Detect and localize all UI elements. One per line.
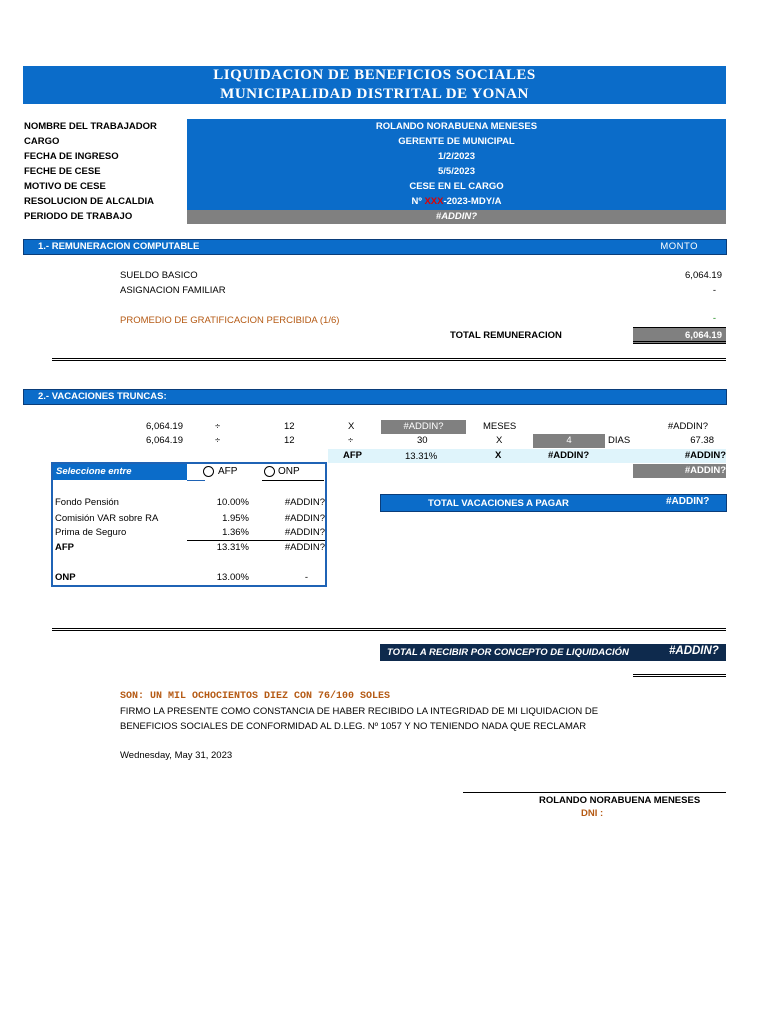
total-vacaciones-value: #ADDIN?: [666, 496, 710, 507]
calc-r1-result: #ADDIN?: [667, 421, 708, 432]
info-label-motivo: MOTIVO DE CESE: [24, 181, 106, 192]
signature-dni: DNI :: [581, 808, 604, 819]
total-remuneracion-label: TOTAL REMUNERACION: [450, 330, 562, 341]
pension-comision-val: #ADDIN?: [284, 513, 325, 524]
section1-col-monto: MONTO: [660, 241, 698, 252]
calc-r1-op2: X: [348, 421, 355, 432]
select-afp-line: [187, 480, 205, 481]
pension-onp-val: -: [304, 572, 308, 583]
title-line-2: MUNICIPALIDAD DISTRITAL DE YONAN: [220, 86, 529, 102]
section1-header: [23, 239, 727, 255]
resolucion-number: XXX: [424, 196, 444, 207]
total-liquidacion-label: TOTAL A RECIBIR POR CONCEPTO DE LIQUIDACIÓN: [387, 647, 629, 658]
calc-r2-b: 12: [284, 435, 295, 446]
info-label-ingreso: FECHA DE INGRESO: [24, 151, 119, 162]
calc-r3-val: #ADDIN?: [548, 450, 590, 461]
info-value-motivo: CESE EN EL CARGO: [409, 181, 504, 192]
info-label-cargo: CARGO: [24, 136, 60, 147]
info-value-cese: 5/5/2023: [438, 166, 475, 177]
signature-name: ROLANDO NORABUENA MENESES: [539, 795, 701, 806]
radio-onp-line: [262, 480, 324, 481]
total-liquidacion-value: #ADDIN?: [669, 645, 719, 657]
info-label-periodo: PERIODO DE TRABAJO: [24, 211, 133, 222]
row-asignacion-label: ASIGNACION FAMILIAR: [120, 285, 226, 296]
calc-r2-unit: DIAS: [608, 435, 631, 446]
select-label: Seleccione entre: [56, 466, 132, 477]
paragraph-line-1: FIRMO LA PRESENTE COMO CONSTANCIA DE HABER RECIBIDO LA INTEGRIDAD DE MI LIQUIDACION DE: [120, 706, 599, 717]
divider-2: [52, 628, 726, 631]
pension-afp-pct: 13.31%: [216, 542, 249, 553]
pension-afp-label: AFP: [55, 542, 74, 553]
row-asignacion-value: -: [712, 285, 716, 296]
calc-r2-c: 30: [417, 435, 428, 446]
title-banner: [23, 66, 726, 104]
calc-r3-bg: [328, 449, 726, 463]
radio-onp[interactable]: [264, 466, 275, 477]
calc-r2-op2: ÷: [348, 435, 354, 446]
pension-comision-pct: 1.95%: [222, 513, 249, 524]
calc-r2-op3: X: [496, 435, 503, 446]
calc-r2-d: 4: [566, 435, 572, 446]
calc-r4-result: #ADDIN?: [684, 465, 726, 476]
pension-prima-val: #ADDIN?: [284, 527, 325, 538]
calc-r2-a: 6,064.19: [146, 435, 183, 446]
info-label-nombre: NOMBRE DEL TRABAJADOR: [24, 121, 157, 132]
calc-r2-op1: ÷: [215, 435, 221, 446]
pension-prima-pct: 1.36%: [222, 527, 249, 538]
pension-subtotal-line: [187, 540, 325, 541]
pension-fondo-val: #ADDIN?: [284, 497, 325, 508]
total-remuneracion-value: 6,064.19: [685, 330, 722, 341]
section2-title: 2.- VACACIONES TRUNCAS:: [38, 391, 167, 402]
date-text: Wednesday, May 31, 2023: [120, 750, 233, 761]
title-line-1: LIQUIDACION DE BENEFICIOS SOCIALES: [213, 67, 536, 83]
resolucion-suffix: -2023-MDY/A: [443, 196, 502, 207]
calc-r3-op: X: [495, 450, 502, 461]
calc-r3-pct: 13.31%: [405, 451, 438, 462]
divider-1: [52, 358, 726, 361]
radio-afp-label[interactable]: AFP: [218, 466, 238, 477]
pension-onp-label: ONP: [55, 572, 76, 583]
info-label-resolucion: RESOLUCION DE ALCALDIA: [24, 196, 155, 207]
calc-r1-a: 6,064.19: [146, 421, 183, 432]
row-gratificacion-label: PROMEDIO DE GRATIFICACION PERCIBIDA (1/6): [120, 315, 340, 326]
section2-header: [23, 389, 727, 405]
calc-r1-c: #ADDIN?: [403, 421, 444, 432]
signature-line: [463, 792, 726, 793]
row-sueldo-label: SUELDO BASICO: [120, 270, 198, 281]
radio-onp-label[interactable]: ONP: [278, 466, 300, 477]
calc-r3-result: #ADDIN?: [684, 450, 726, 461]
total-liquidacion-underline: [633, 674, 726, 677]
calc-r1-b: 12: [284, 421, 295, 432]
paragraph-line-2: BENEFICIOS SOCIALES DE CONFORMIDAD AL D.LEG. Nº 1057 Y NO TENIENDO NADA QUE RECLAMAR: [120, 721, 587, 732]
info-value-resolucion: [187, 196, 726, 207]
row-sueldo-value: 6,064.19: [685, 270, 722, 281]
section1-title: 1.- REMUNERACION COMPUTABLE: [38, 241, 200, 252]
son-text: SON: UN MIL OCHOCIENTOS DIEZ CON 76/100 SOLES: [120, 691, 391, 702]
radio-afp[interactable]: [203, 466, 214, 477]
info-value-cargo: GERENTE DE MUNICIPAL: [398, 136, 515, 147]
calc-r3-label: AFP: [343, 450, 362, 461]
info-value-nombre: ROLANDO NORABUENA MENESES: [375, 121, 538, 132]
calc-r2-result: 67.38: [690, 435, 714, 446]
pension-fondo-pct: 10.00%: [216, 497, 249, 508]
pension-comision-label: Comisión VAR sobre RA: [55, 513, 159, 524]
resolucion-prefix: Nº: [411, 196, 425, 207]
total-vacaciones-label: TOTAL VACACIONES A PAGAR: [428, 498, 569, 509]
calc-r1-unit: MESES: [483, 421, 517, 432]
pension-fondo-label: Fondo Pensión: [55, 497, 119, 508]
pension-afp-val: #ADDIN?: [284, 542, 325, 553]
pension-prima-label: Prima de Seguro: [55, 527, 127, 538]
info-value-periodo: #ADDIN?: [435, 211, 478, 222]
info-value-ingreso: 1/2/2023: [438, 151, 475, 162]
info-label-cese: FECHE DE CESE: [24, 166, 101, 177]
calc-r1-op1: ÷: [215, 421, 221, 432]
pension-onp-pct: 13.00%: [216, 572, 249, 583]
row-gratificacion-value: -: [712, 313, 716, 324]
